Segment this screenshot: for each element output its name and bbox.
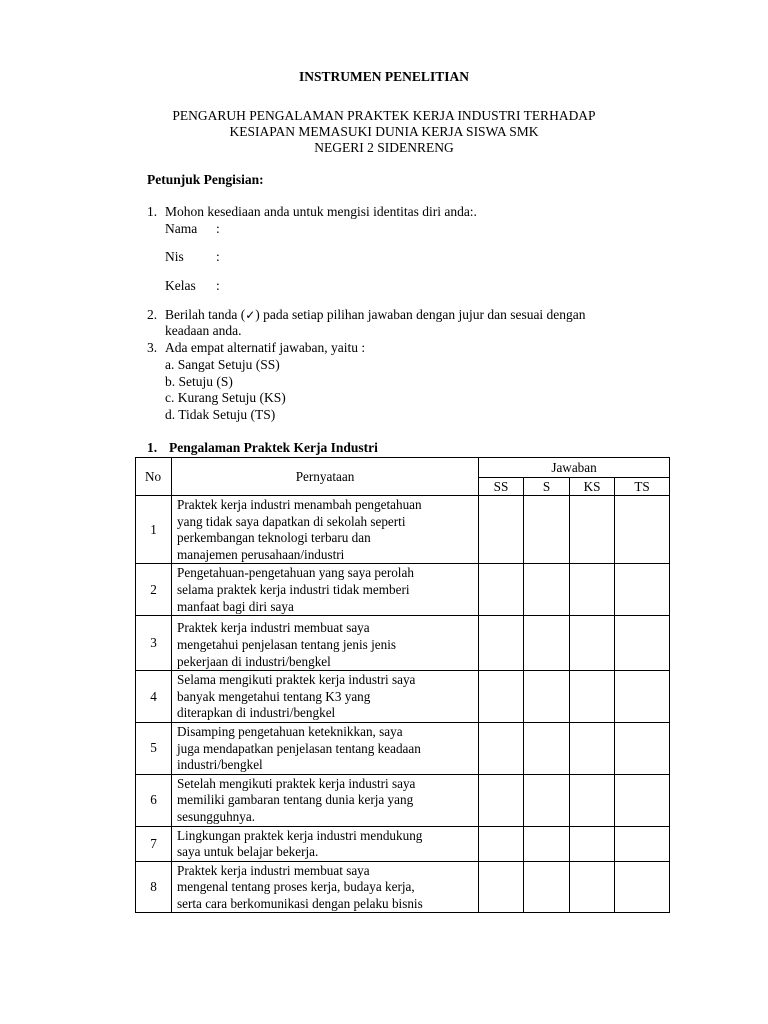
header-no: No: [136, 458, 172, 496]
answer-cell-ss[interactable]: [479, 722, 524, 774]
answer-cell-s[interactable]: [524, 774, 570, 826]
checkmark-icon: ✓: [245, 308, 256, 322]
instruction-2-number: 2.: [147, 307, 158, 322]
answer-cell-ts[interactable]: [615, 826, 670, 861]
table-header-row-1: [136, 458, 670, 478]
answer-cell-ts[interactable]: [615, 722, 670, 774]
answer-cell-ts[interactable]: [615, 564, 670, 616]
row-number: 8: [136, 861, 172, 913]
answer-cell-ts[interactable]: [615, 671, 670, 723]
statement-line: saya untuk belajar bekerja.: [177, 844, 319, 860]
statement-line: Lingkungan praktek kerja industri mendukung: [177, 827, 423, 843]
statement-line: diterapkan di industri/bengkel: [177, 705, 336, 721]
statement-line: Praktek kerja industri membuat saya: [177, 620, 370, 636]
statement-line: yang tidak saya dapatkan di sekolah seperti: [177, 513, 406, 529]
answer-cell-ss[interactable]: [479, 861, 524, 913]
statement-line: Praktek kerja industri membuat saya: [177, 862, 370, 878]
answer-cell-s[interactable]: [524, 671, 570, 723]
row-statement: [172, 671, 479, 723]
instruction-2-before: Berilah tanda (✓) pada setiap pilihan jawaban dengan jujur dan sesuai dengan: [165, 307, 586, 322]
answer-cell-ss[interactable]: [479, 564, 524, 616]
answer-cell-ss[interactable]: [479, 774, 524, 826]
answer-cell-ts[interactable]: [615, 861, 670, 913]
field-colon-nis: :: [216, 249, 220, 264]
statement-line: sesungguhnya.: [177, 808, 256, 824]
row-number: 2: [136, 564, 172, 616]
row-statement: [172, 722, 479, 774]
answer-cell-ts[interactable]: [615, 496, 670, 564]
section-title: Pengalaman Praktek Kerja Industri: [169, 440, 378, 455]
instruction-3-text: Ada empat alternatif jawaban, yaitu :: [165, 340, 366, 355]
header-s: S: [524, 478, 570, 496]
answer-option-s: b. Setuju (S): [165, 374, 233, 389]
answer-cell-ks[interactable]: [570, 616, 615, 671]
statement-line: banyak mengetahui tentang K3 yang: [177, 688, 371, 704]
statement-line: serta cara berkomunikasi dengan pelaku bisnis: [177, 895, 423, 911]
instruction-1-text: Mohon kesediaan anda untuk mengisi identitas diri anda:.: [165, 204, 477, 219]
doc-subtitle-line-1: PENGARUH PENGALAMAN PRAKTEK KERJA INDUSTRI TERHADAP: [172, 108, 596, 123]
statement-line: memiliki gambaran tentang dunia kerja yang: [177, 792, 414, 808]
field-colon-kelas: :: [216, 278, 220, 293]
answer-option-ts: d. Tidak Setuju (TS): [165, 407, 276, 422]
field-label-nama: Nama: [165, 221, 198, 236]
table-row: [136, 774, 670, 826]
statement-line: Setelah mengikuti praktek kerja industri saya: [177, 775, 416, 791]
field-label-nis: Nis: [165, 249, 184, 264]
row-number: 7: [136, 826, 172, 861]
answer-cell-ss[interactable]: [479, 496, 524, 564]
doc-subtitle-line-2: KESIAPAN MEMASUKI DUNIA KERJA SISWA SMK: [229, 124, 539, 139]
instruction-3-number: 3.: [147, 340, 158, 355]
header-ts: TS: [615, 478, 670, 496]
answer-cell-ts[interactable]: [615, 616, 670, 671]
table-row: [136, 861, 670, 913]
doc-title: INSTRUMEN PENELITIAN: [299, 69, 469, 84]
answer-cell-ss[interactable]: [479, 616, 524, 671]
header-answer-group: Jawaban: [479, 458, 670, 478]
table-row: [136, 722, 670, 774]
statement-line: Pengetahuan-pengetahuan yang saya perolah: [177, 565, 414, 581]
answer-cell-s[interactable]: [524, 861, 570, 913]
answer-cell-s[interactable]: [524, 496, 570, 564]
answer-cell-s[interactable]: [524, 616, 570, 671]
row-statement: [172, 496, 479, 564]
answer-cell-ks[interactable]: [570, 496, 615, 564]
section-number: 1.: [147, 440, 158, 455]
statement-line: manfaat bagi diri saya: [177, 598, 294, 614]
instruction-2-line-1: [165, 307, 658, 323]
answer-cell-ss[interactable]: [479, 671, 524, 723]
table-row: [136, 616, 670, 671]
answer-option-ss: a. Sangat Setuju (SS): [165, 357, 280, 372]
table-row: [136, 564, 670, 616]
row-number: 6: [136, 774, 172, 826]
instruction-1-number: 1.: [147, 204, 158, 219]
answer-cell-ks[interactable]: [570, 861, 615, 913]
statement-line: industri/bengkel: [177, 757, 263, 773]
header-statement: Pernyataan: [172, 458, 479, 496]
answer-cell-ks[interactable]: [570, 774, 615, 826]
statement-line: Praktek kerja industri menambah pengetahuan: [177, 497, 422, 512]
row-number: 4: [136, 671, 172, 723]
answer-cell-s[interactable]: [524, 826, 570, 861]
field-label-kelas: Kelas: [165, 278, 196, 293]
row-statement: [172, 861, 479, 913]
answer-option-ks: c. Kurang Setuju (KS): [165, 390, 286, 405]
doc-subtitle-line-3: NEGERI 2 SIDENRENG: [314, 140, 454, 155]
row-statement: [172, 774, 479, 826]
row-number: 1: [136, 496, 172, 564]
statement-line: Disamping pengetahuan keteknikkan, saya: [177, 723, 403, 739]
statement-line: perkembangan teknologi terbaru dan: [177, 530, 371, 546]
statement-line: mengetahui penjelasan tentang jenis jenis: [177, 636, 396, 652]
table-row: [136, 671, 670, 723]
row-statement: [172, 564, 479, 616]
instruction-2-line-2: keadaan anda.: [165, 323, 242, 338]
answer-cell-ks[interactable]: [570, 671, 615, 723]
questionnaire-table: [135, 457, 670, 913]
row-statement: [172, 826, 479, 861]
statement-line: pekerjaan di industri/bengkel: [177, 653, 331, 669]
statement-line: mengenal tentang proses kerja, budaya kerja,: [177, 879, 415, 895]
answer-cell-s[interactable]: [524, 722, 570, 774]
statement-line: juga mendapatkan penjelasan tentang keadaan: [177, 740, 421, 756]
header-ks: KS: [570, 478, 615, 496]
header-ss: SS: [479, 478, 524, 496]
field-colon-nama: :: [216, 221, 220, 236]
statement-line: Selama mengikuti praktek kerja industri saya: [177, 672, 416, 688]
row-statement: [172, 616, 479, 671]
table-row: [136, 496, 670, 564]
instructions-heading: Petunjuk Pengisian:: [147, 172, 264, 187]
answer-cell-ss[interactable]: [479, 826, 524, 861]
answer-cell-ks[interactable]: [570, 722, 615, 774]
answer-cell-ks[interactable]: [570, 826, 615, 861]
row-number: 5: [136, 722, 172, 774]
answer-cell-ts[interactable]: [615, 774, 670, 826]
statement-line: selama praktek kerja industri tidak memberi: [177, 581, 410, 597]
table-row: [136, 826, 670, 861]
answer-cell-s[interactable]: [524, 564, 570, 616]
row-number: 3: [136, 616, 172, 671]
statement-line: manajemen perusahaan/industri: [177, 546, 345, 562]
answer-cell-ks[interactable]: [570, 564, 615, 616]
